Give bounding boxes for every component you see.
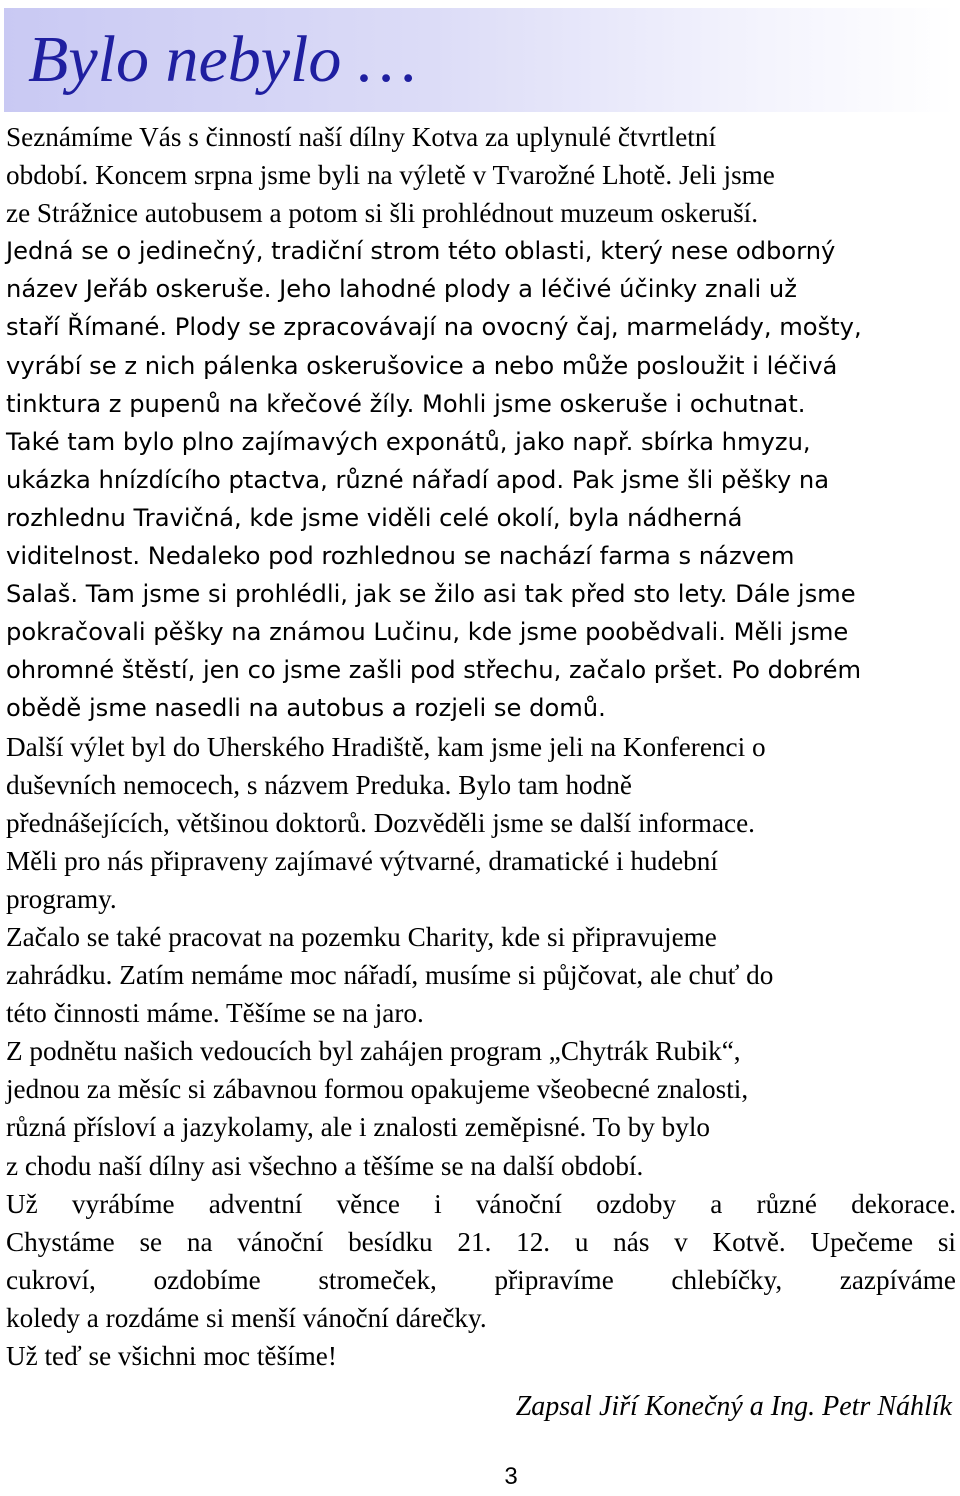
article-line: vyrábí se z nich pálenka oskerušovice a nebo může posloužit i léčivá (6, 351, 838, 380)
article-line: období. Koncem srpna jsme byli na výletě v Tvarožné Lhotě. Jeli jsme (6, 160, 775, 191)
article-line: Chystáme se na vánoční besídku 21. 12. u nás v Kotvě. Upečeme si (6, 1226, 956, 1257)
article-line: Z podnětu našich vedoucích byl zahájen program „Chytrák Rubik“, (6, 1036, 741, 1067)
author-signature: Zapsal Jiří Konečný a Ing. Petr Náhlík (515, 1391, 952, 1422)
article-line: ohromné štěstí, jen co jsme zašli pod střechu, začalo pršet. Po dobrém (6, 656, 862, 685)
article-line: Salaš. Tam jsme si prohlédli, jak se žilo asi tak před sto lety. Dále jsme (6, 580, 856, 609)
article-line: Také tam bylo plno zajímavých exponátů, jako např. sbírka hmyzu, (6, 427, 811, 456)
article-line: této činnosti máme. Těšíme se na jaro. (6, 998, 424, 1029)
article-line: ze Strážnice autobusem a potom si šli prohlédnout muzeum oskeruší. (6, 198, 759, 229)
article-line: z chodu naší dílny asi všechno a těšíme se na další období. (6, 1150, 644, 1181)
article-line: staří Římané. Plody se zpracovávají na ovocný čaj, marmelády, mošty, (6, 313, 862, 342)
article-line: cukroví, ozdobíme stromeček, připravíme chlebíčky, zazpíváme (6, 1264, 956, 1295)
article-line: obědě jsme nasedli na autobus a rozjeli se domů. (6, 694, 606, 723)
article-line: Měli pro nás připraveny zajímavé výtvarné, dramatické i hudební (6, 845, 718, 876)
article-line: koledy a rozdáme si menší vánoční dárečky. (6, 1302, 487, 1333)
article-line: duševních nemocech, s názvem Preduka. Bylo tam hodně (6, 769, 632, 800)
page-number: 3 (504, 1463, 518, 1490)
article-line: přednášejících, většinou doktorů. Dozvěděli jsme se další informace. (6, 807, 755, 838)
article-line: programy. (6, 883, 117, 914)
article-line: tinktura z pupenů na křečové žíly. Mohli jsme oskeruše i ochutnat. (6, 389, 806, 418)
article-line: ukázka hnízdícího ptactva, různé nářadí apod. Pak jsme šli pěšky na (6, 465, 830, 494)
article-line: zahrádku. Zatím nemáme moc nářadí, musíme si půjčovat, ale chuť do (6, 960, 774, 991)
article-line: Už vyrábíme adventní věnce i vánoční ozdoby a různé dekorace. (6, 1188, 956, 1219)
page-title: Bylo nebylo … (28, 23, 417, 96)
article-line: rozhlednu Travičná, kde jsme viděli celé okolí, byla nádherná (6, 503, 743, 532)
article-line: Jedná se o jedinečný, tradiční strom této oblasti, který nese odborný (6, 237, 836, 266)
article-line: různá přísloví a jazykolamy, ale i znalosti zeměpisné. To by bylo (6, 1112, 711, 1143)
article-body (6, 118, 956, 1375)
article-line: Další výlet byl do Uherského Hradiště, kam jsme jeli na Konferenci o (6, 731, 766, 762)
article-line: viditelnost. Nedaleko pod rozhlednou se nachází farma s názvem (6, 542, 795, 571)
article-line: název Jeřáb oskeruše. Jeho lahodné plody a léčivé účinky znali už (6, 275, 797, 304)
article-line: Seznámíme Vás s činností naší dílny Kotva za uplynulé čtvrtletní (6, 122, 717, 152)
article-line: Začalo se také pracovat na pozemku Charity, kde si připravujeme (6, 921, 717, 952)
article-line: pokračovali pěšky na známou Lučinu, kde jsme poobědvali. Měli jsme (6, 618, 849, 647)
article-line: jednou za měsíc si zábavnou formou opakujeme všeobecné znalosti, (6, 1074, 749, 1105)
article-line: Už teď se všichni moc těšíme! (6, 1341, 337, 1371)
